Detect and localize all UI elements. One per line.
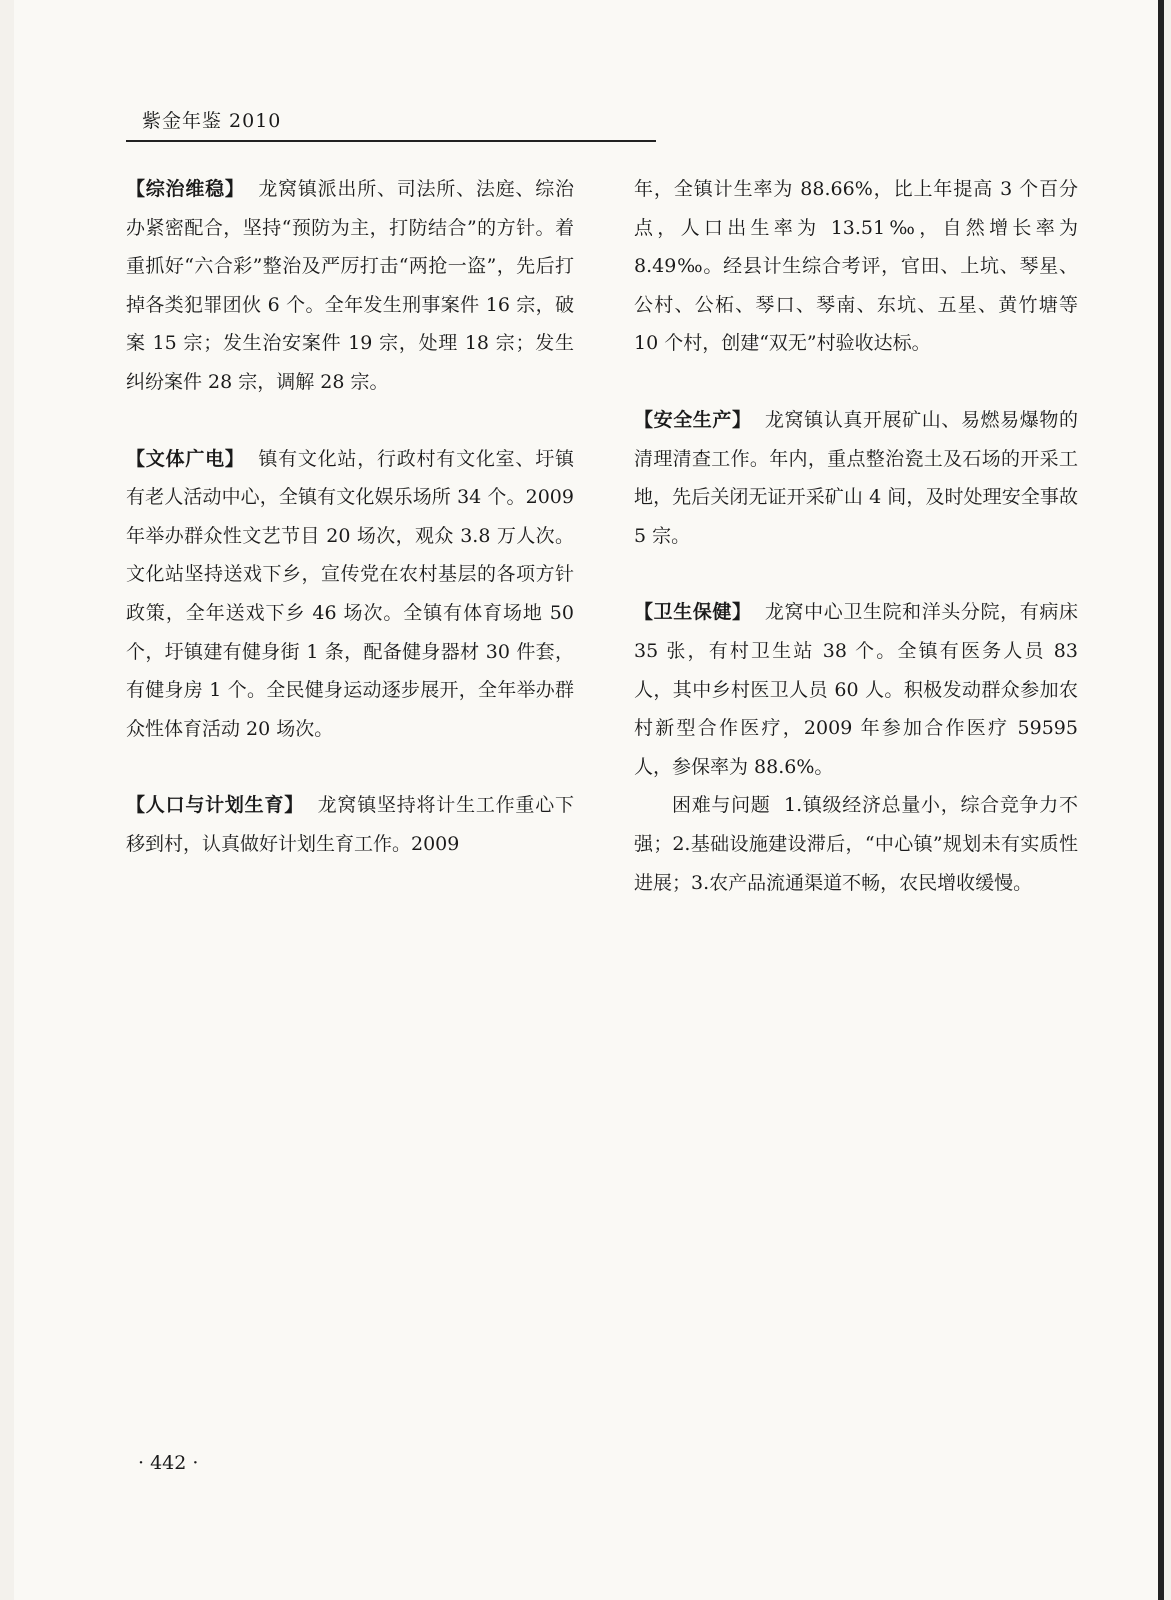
left-column <box>126 170 574 864</box>
section-text: 龙窝镇坚持将计生工作重心下移到村，认真做好计划生育工作。2009 <box>126 794 574 855</box>
section-renkou <box>126 786 574 863</box>
section-tag: 【人口与计划生育】 <box>126 794 304 817</box>
page-number: · 442 · <box>138 1452 199 1474</box>
section-problems <box>634 786 1078 902</box>
section-tag: 【文体广电】 <box>126 447 245 470</box>
section-text: 龙窝镇派出所、司法所、法庭、综治办紧密配合，坚持“预防为主，打防结合”的方针。着重抓好“六合彩”整治及严厉打击“两抢一盗”，先后打掉各类犯罪团伙 6 个。全年发生刑事案件 16 宗，破案 15 宗；发生治安案件 19 宗，处理 18 宗；发生纠纷案件 28 宗，调解 28 宗。 <box>126 178 574 393</box>
section-zongzhi <box>126 170 574 402</box>
section-tag: 【安全生产】 <box>634 408 752 431</box>
section-renkou-continued: 年，全镇计生率为 88.66%，比上年提高 3 个百分点，人口出生率为 13.51‰，自然增长率为 8.49‰。经县计生综合考评，官田、上坑、琴星、公村、公柘、琴口、琴南、东坑、五星、黄竹塘等 10 个村，创建“双无”村验收达标。 <box>634 178 1078 355</box>
right-column <box>634 170 1078 902</box>
section-wenti <box>126 440 574 749</box>
header-rule <box>126 140 656 142</box>
section-text: 镇有文化站，行政村有文化室、圩镇有老人活动中心，全镇有文化娱乐场所 34 个。2009 年举办群众性文艺节目 20 场次，观众 3.8 万人次。文化站坚持送戏下乡，宣传党在农村基层的各项方针政策，全年送戏下乡 46 场次。全镇有体育场地 50 个，圩镇建有健身街 1 条，配备健身器材 30 件套，有健身房 1 个。全民健身运动逐步展开，全年举办群众性体育活动 20 场次。 <box>126 447 574 740</box>
section-anquan <box>634 401 1078 555</box>
problems-text: 1.镇级经济总量小，综合竞争力不强；2.基础设施建设滞后，“中心镇”规划未有实质性进展；3.农产品流通渠道不畅，农民增收缓慢。 <box>634 794 1078 894</box>
section-tag: 【卫生保健】 <box>634 601 752 624</box>
section-tag: 【综治维稳】 <box>126 178 245 200</box>
section-weisheng <box>634 593 1078 786</box>
running-header: 紫金年鉴 2010 <box>142 110 282 132</box>
problems-heading: 困难与问题 <box>672 794 771 817</box>
scan-edge <box>1158 0 1164 1600</box>
section-text: 龙窝中心卫生院和洋头分院，有病床 35 张，有村卫生站 38 个。全镇有医务人员 83 人，其中乡村医卫人员 60 人。积极发动群众参加农村新型合作医疗，2009 年参加合作医疗 59595 人，参保率为 88.6%。 <box>634 601 1078 778</box>
section-text: 龙窝镇认真开展矿山、易燃易爆物的清理清查工作。年内，重点整治瓷土及石场的开采工地，先后关闭无证开采矿山 4 间，及时处理安全事故 5 宗。 <box>634 408 1078 547</box>
document-page <box>14 0 1164 1600</box>
